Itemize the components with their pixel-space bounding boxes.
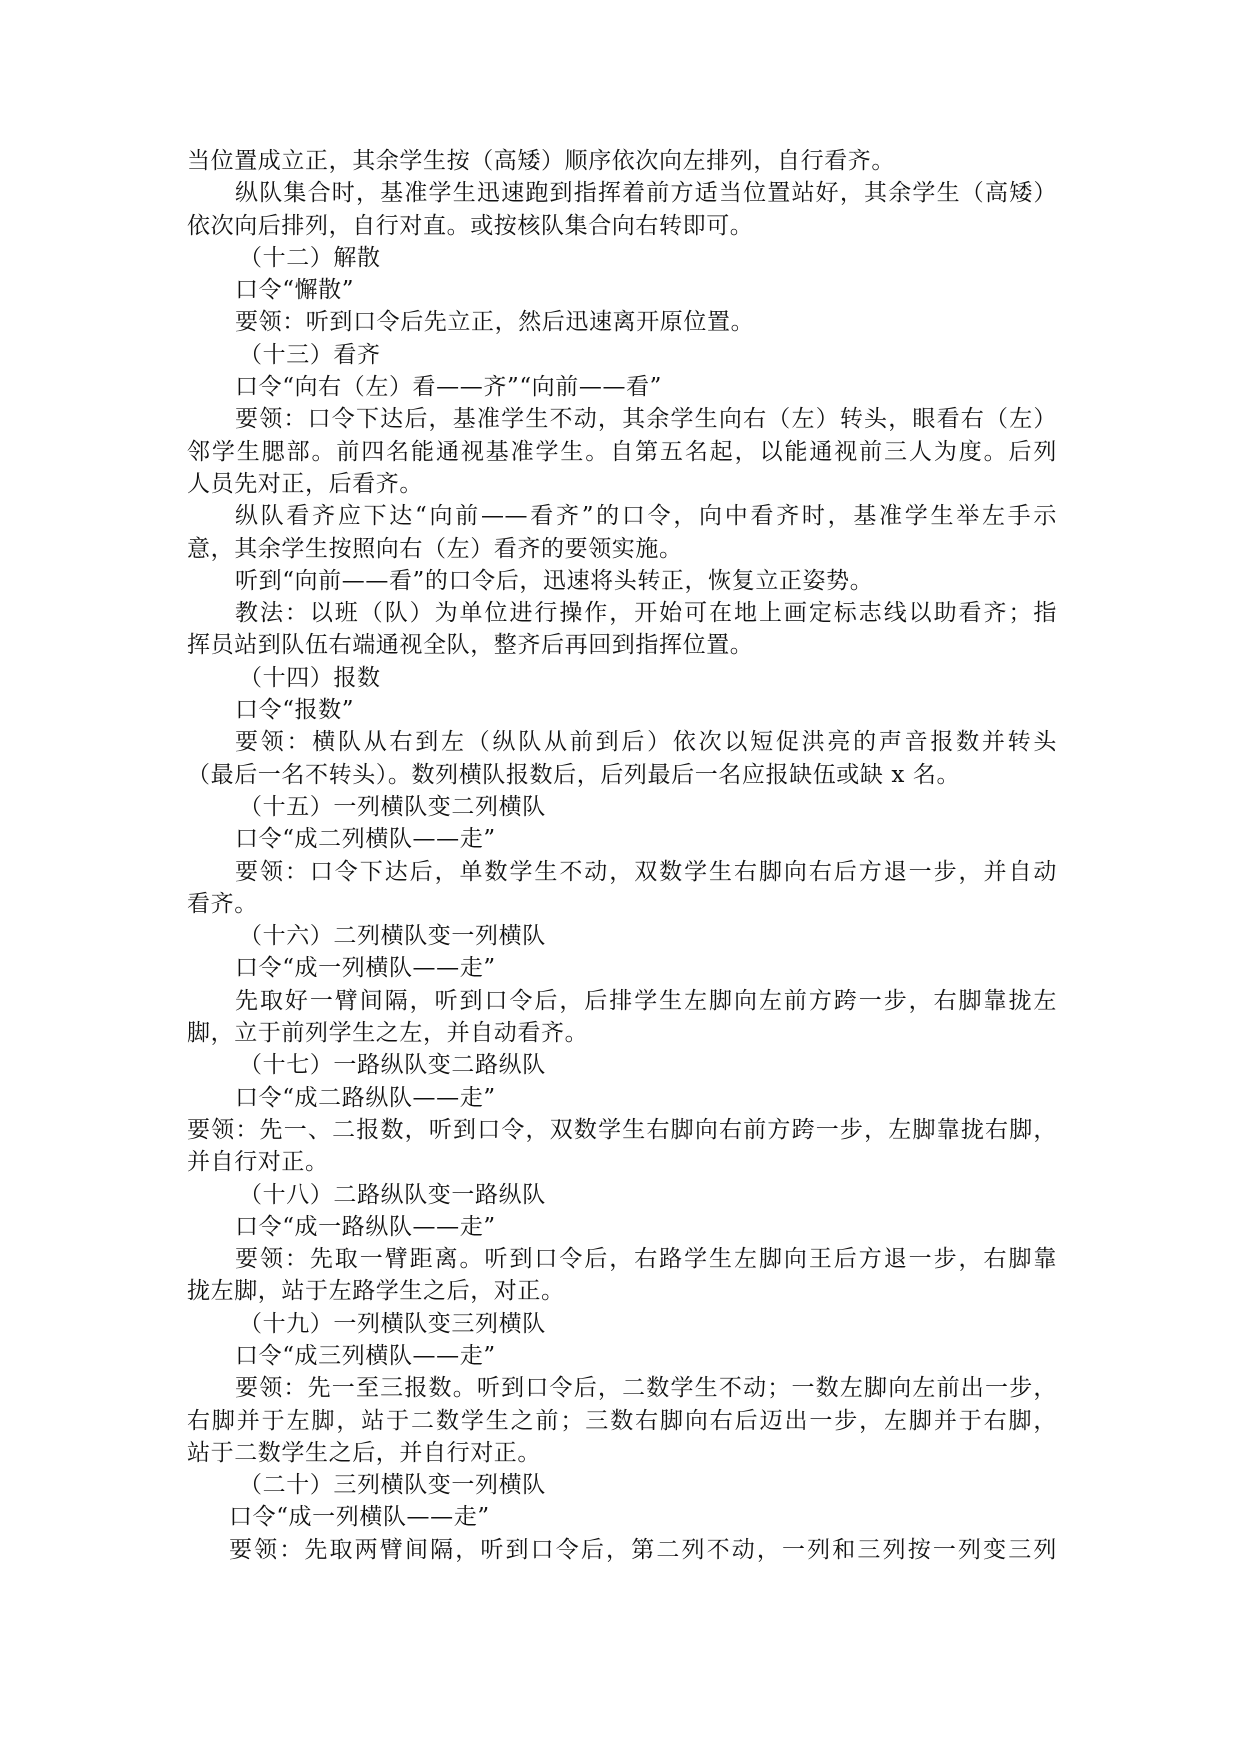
text-line: 先取好一臂间隔，听到口令后，后排学生左脚向左前方跨一步，右脚靠拢左 — [235, 987, 1057, 1014]
text-line: 口令“成一列横队——走” — [235, 955, 496, 982]
text-line: 口令“报数” — [235, 697, 355, 724]
text-line: 口令“成一路纵队——走” — [235, 1213, 496, 1240]
text-line: 右脚并于左脚，站于二数学生之前；三数右脚向右后迈出一步，左脚并于右脚， — [187, 1407, 1057, 1434]
text-line: 要领：先一至三报数。听到口令后，二数学生不动；一数左脚向左前出一步， — [235, 1375, 1057, 1402]
text-line: 拢左脚，站于左路学生之后，对正。 — [187, 1278, 565, 1305]
text-line: 要领：横队从右到左（纵队从前到后）依次以短促洪亮的声音报数并转头 — [235, 729, 1057, 756]
text-line: （十三）看齐 — [239, 341, 381, 368]
text-line: 当位置成立正，其余学生按（高矮）顺序依次向左排列，自行看齐。 — [187, 148, 895, 174]
text-line: 要领：口令下达后，单数学生不动，双数学生右脚向右后方退一步，并自动 — [235, 858, 1057, 885]
text-line: （十四）报数 — [239, 664, 381, 691]
text-line: 要领：口令下达后，基准学生不动，其余学生向右（左）转头，眼看右（左） — [235, 406, 1057, 433]
text-line: 口令“成二列横队——走” — [235, 826, 496, 853]
text-line: 纵队看齐应下达“向前——看齐”的口令，向中看齐时，基准学生举左手示 — [235, 503, 1057, 530]
text-line: 口令“成一列横队——走” — [229, 1504, 490, 1531]
text-line: 听到“向前——看”的口令后，迅速将头转正，恢复立正姿势。 — [235, 567, 874, 594]
text-line: （十五）一列横队变二列横队 — [239, 793, 546, 820]
text-line: 邻学生腮部。前四名能通视基准学生。自第五名起，以能通视前三人为度。后列 — [187, 438, 1057, 465]
text-line: （十六）二列横队变一列横队 — [239, 923, 546, 950]
text-line: 意，其余学生按照向右（左）看齐的要领实施。 — [187, 535, 683, 562]
text-line: （十九）一列横队变三列横队 — [239, 1310, 546, 1337]
text-line: （最后一名不转头）。数列横队报数后，后列最后一名应报缺伍或缺 x 名。 — [187, 761, 961, 788]
text-line: 看齐。 — [187, 890, 258, 917]
text-line: （十二）解散 — [239, 244, 381, 271]
text-line: 并自行对正。 — [187, 1149, 329, 1176]
text-line: 依次向后排列，自行对直。或按核队集合向右转即可。 — [187, 212, 754, 239]
text-line: 站于二数学生之后，并自行对正。 — [187, 1439, 541, 1466]
text-line: 要领：先取一臂距离。听到口令后，右路学生左脚向王后方退一步，右脚靠 — [235, 1246, 1057, 1273]
text-line: 纵队集合时，基准学生迅速跑到指挥着前方适当位置站好，其余学生（高矮） — [235, 180, 1057, 207]
text-line: 口令“成二路纵队——走” — [235, 1084, 496, 1111]
text-line: 脚，立于前列学生之左，并自动看齐。 — [187, 1020, 589, 1047]
text-line: 要领：听到口令后先立正，然后迅速离开原位置。 — [235, 309, 755, 336]
text-line: 要领：先一、二报数，听到口令，双数学生右脚向右前方跨一步，左脚靠拢右脚， — [187, 1116, 1057, 1143]
text-line: 挥员站到队伍右端通视全队，整齐后再回到指挥位置。 — [187, 632, 754, 659]
text-line: 要领：先取两臂间隔，听到口令后，第二列不动，一列和三列按一列变三列 — [229, 1536, 1057, 1563]
text-line: （十七）一路纵队变二路纵队 — [239, 1052, 546, 1079]
text-line: 教法：以班（队）为单位进行操作，开始可在地上画定标志线以助看齐；指 — [235, 600, 1057, 627]
text-line: （十八）二路纵队变一路纵队 — [239, 1181, 546, 1208]
document-page — [187, 145, 1057, 1566]
text-line: 口令“成三列横队——走” — [235, 1342, 496, 1369]
text-line: （二十）三列横队变一列横队 — [239, 1472, 546, 1499]
text-line: 人员先对正，后看齐。 — [187, 470, 423, 497]
text-line: 口令“懈散” — [235, 277, 355, 304]
text-line: 口令“向右（左）看——齐”“向前——看” — [235, 374, 663, 401]
